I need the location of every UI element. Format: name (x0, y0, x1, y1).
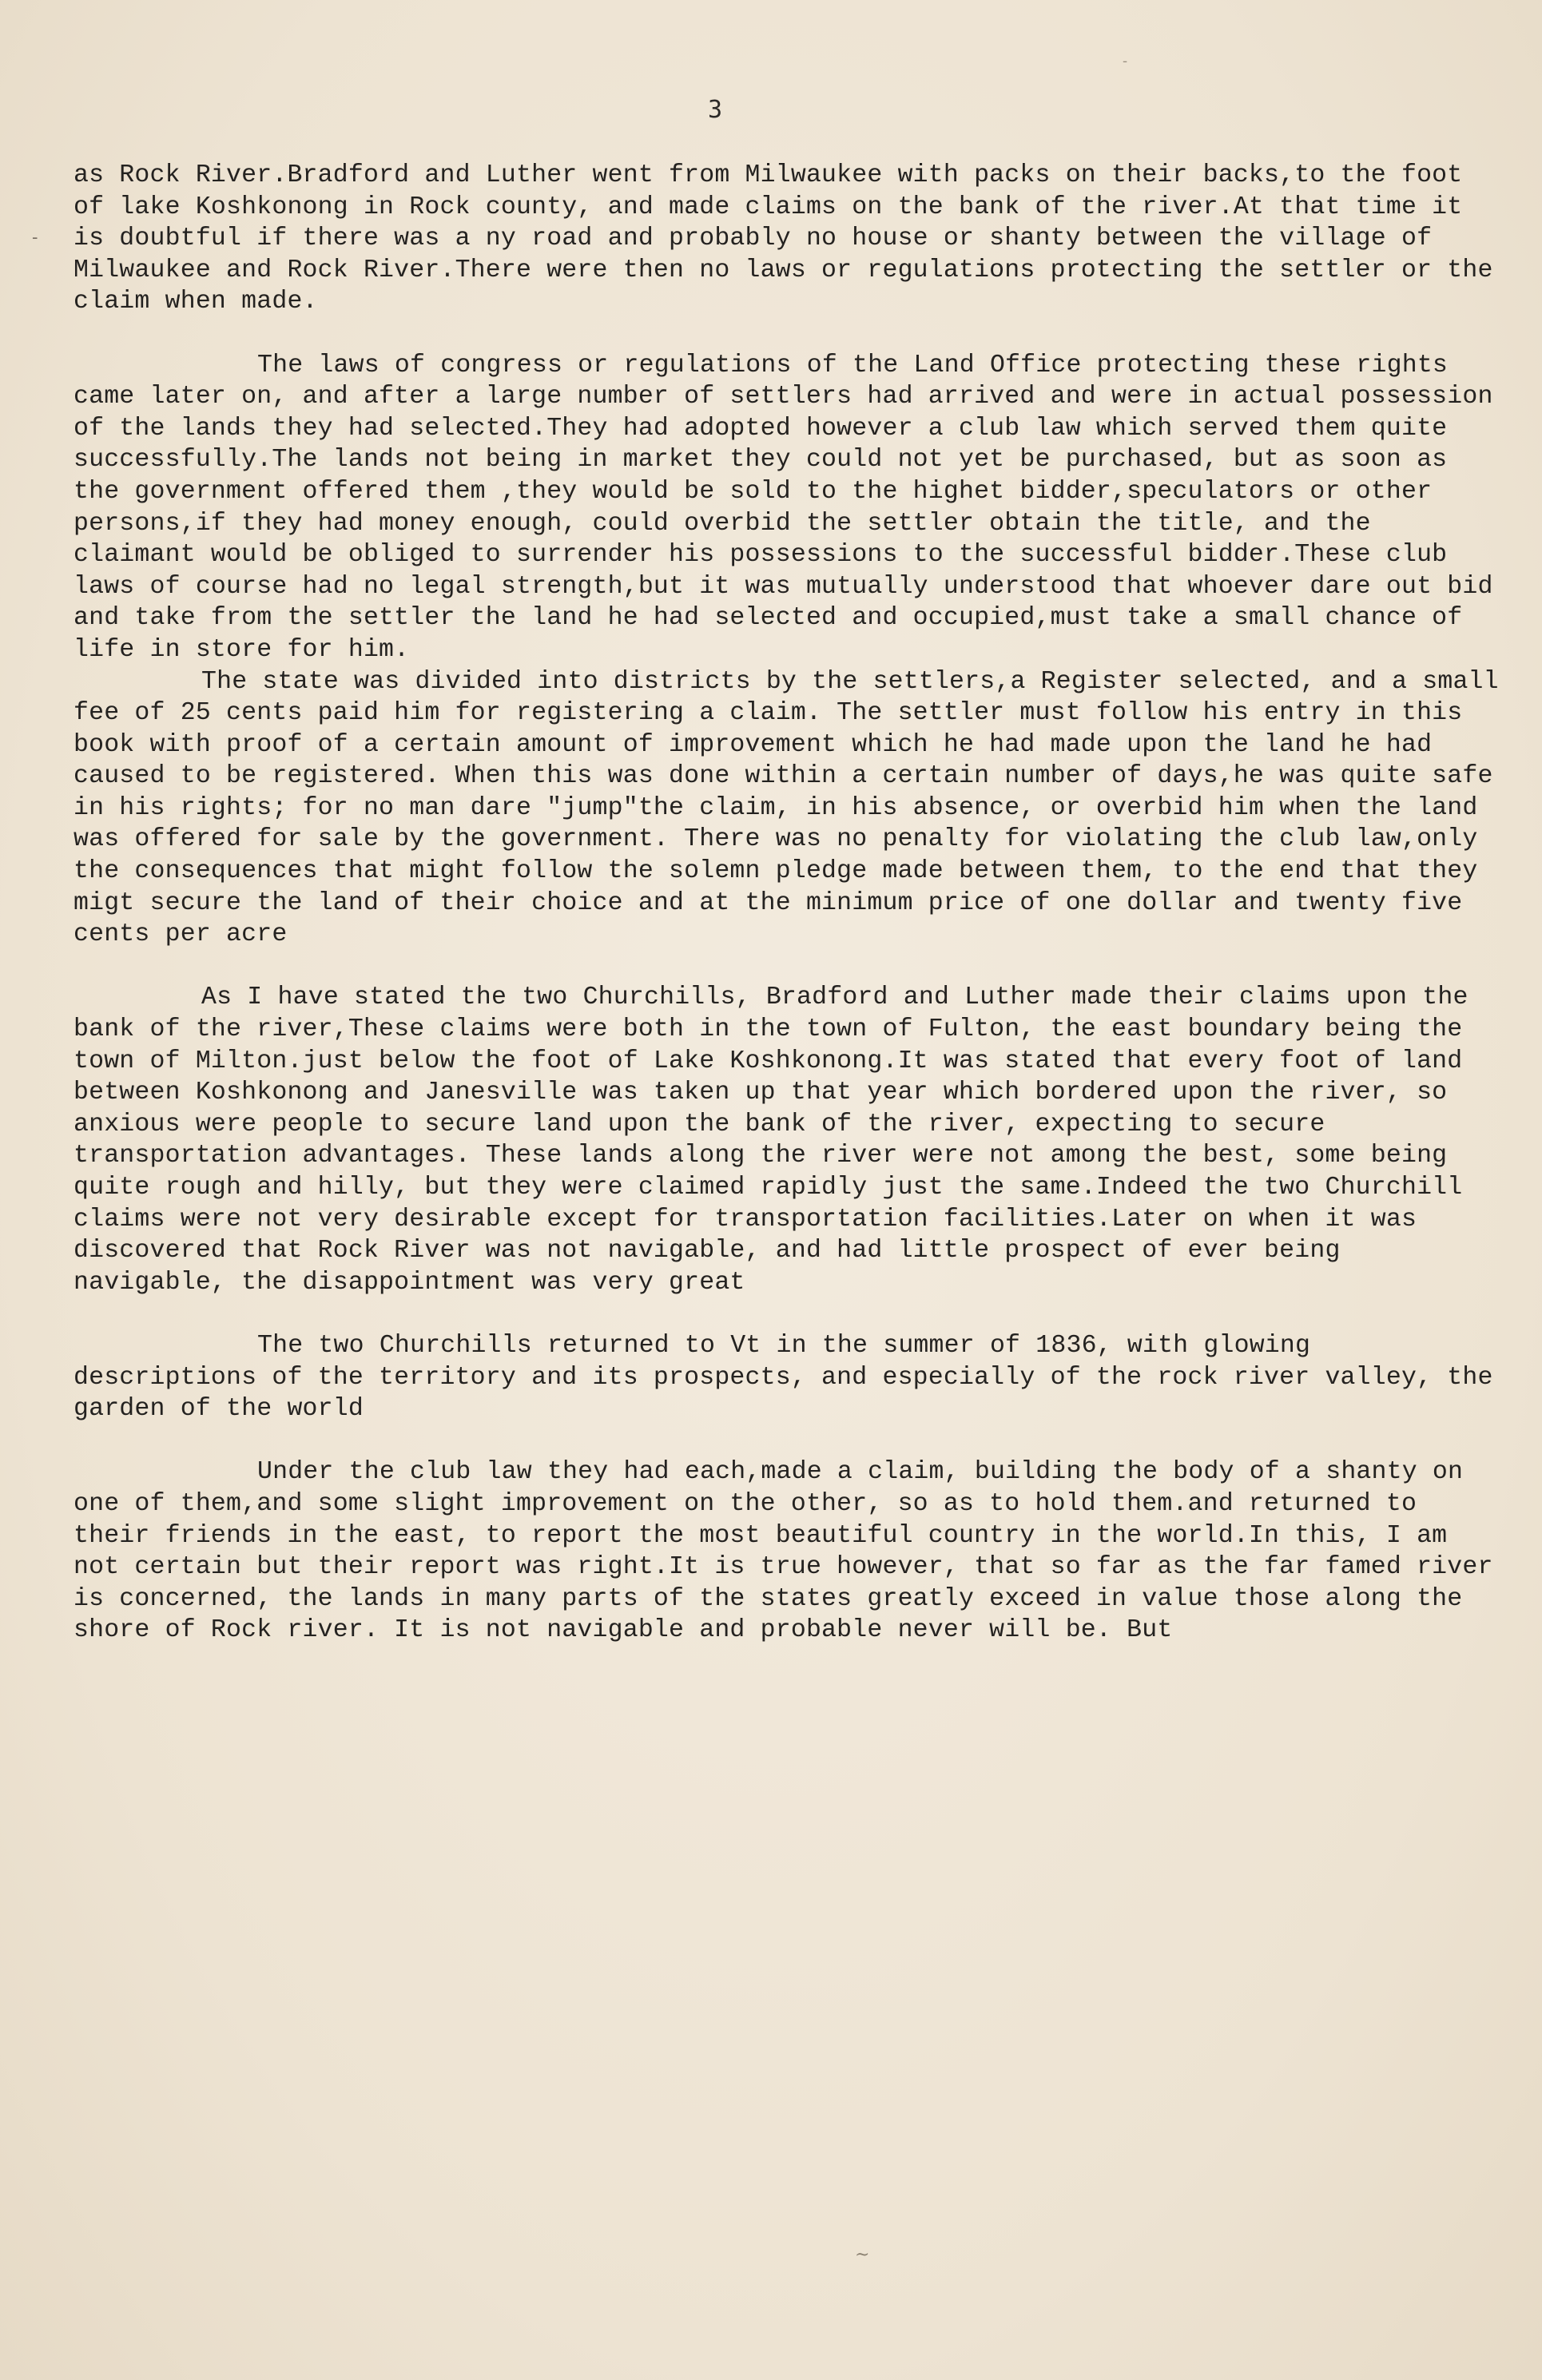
paragraph-6: Under the club law they had each,made a claim, building the body of a shanty on one of them,and some slight improvement on the other, so as to hold them.and returned to their friends in the east, to report the most beautiful country in the world.In this, I am not certain but their report was right.It is true however, that so far as the far famed river is concerned, the lands in many parts of the states greatly exceed in value those along the shore of Rock river. It is not navigable and probable never will be. But (74, 1458, 1508, 1645)
paragraph-gap (74, 1425, 1504, 1457)
paragraph-5: The two Churchills returned to Vt in the summer of 1836, with glowing descriptions of the territory and its prospects, and especially of the rock river valley, the garden of the world (74, 1331, 1508, 1424)
paragraph-2: The laws of congress or regulations of the Land Office protecting these rights came later on, and after a large number of settlers had arrived and were in actual possession of the lands they had selected.They had adopted however a club law which served them quite successfully.The lands not being in market they could not yet be purchased, but as soon as the government offered them ,they would be sold to the highet bidder,speculators or other persons,if they had money enough, could overbid the settler obtain the title, and the claimant would be obliged to surrender his possessions to the successful bidder.These club laws of course had no legal strength,but it was mutually understood that whoever dare out bid and take from the settler the land he had selected and occupied,must take a small chance of life in store for him. (74, 351, 1508, 664)
paragraph-gap (74, 1298, 1504, 1330)
top-tick-mark: - (1123, 53, 1128, 70)
paragraph-3: The state was divided into districts by the settlers,a Register selected, and a small fee of 25 cents paid him for registering a claim. The settler must follow his entry in this book with proof of a certain amount of improvement which he had made upon the land he had caused to be registered. When this was done within a certain number of days,he was quite safe in his rights; for no man dare "jump"the claim, in his absence, or overbid him when the land was offered for sale by the government. There was no penalty for violating the club law,only the consequences that might follow the solemn pledge made between them, to the end that they migt secure the land of their choice and at the minimum price of one dollar and twenty five cents per acre (74, 667, 1514, 949)
page-number: 3 (708, 96, 723, 124)
paragraph-gap (74, 318, 1504, 350)
paragraph-2-wrapper (74, 350, 1508, 666)
paragraph-4: As I have stated the two Churchills, Bradford and Luther made their claims upon the bank of the river,These claims were both in the town of Fulton, the east boundary being the town of Milton.just below the foot of Lake Koshkonong.It was stated that every foot of land between Koshkonong and Janesville was taken up that year which bordered upon the river, so anxious were people to secure land upon the bank of the river, expecting to secure transportation advantages. These lands along the river were not among the best, some being quite rough and hilly, but they were claimed rapidly just the same.Indeed the two Churchill claims were not very desirable except for transportation facilities.Later on when it was discovered that Rock River was not navigable, and had little prospect of ever being navigable, the disappointment was very great (74, 983, 1484, 1297)
paragraph-4-wrapper (74, 982, 1504, 1298)
paragraph-1: as Rock River.Bradford and Luther went from Milwaukee with packs on their backs,to the foot of lake Koshkonong in Rock county, and made claims on the bank of the river.At that time it is doubtful if there was a ny road and probably no house or shanty between the village of Milwaukee and Rock River.There were then no laws or regulations protecting the settler or the claim when made. (74, 161, 1508, 316)
paragraph-6-wrapper (74, 1456, 1508, 1647)
paragraph-3-wrapper (74, 666, 1514, 951)
paragraph-5-wrapper (74, 1330, 1508, 1425)
paragraph-gap (74, 951, 1504, 983)
left-margin-dash: - (32, 228, 38, 248)
bottom-tick-mark: ~ (855, 2245, 870, 2265)
typed-text-body (74, 160, 1514, 1647)
